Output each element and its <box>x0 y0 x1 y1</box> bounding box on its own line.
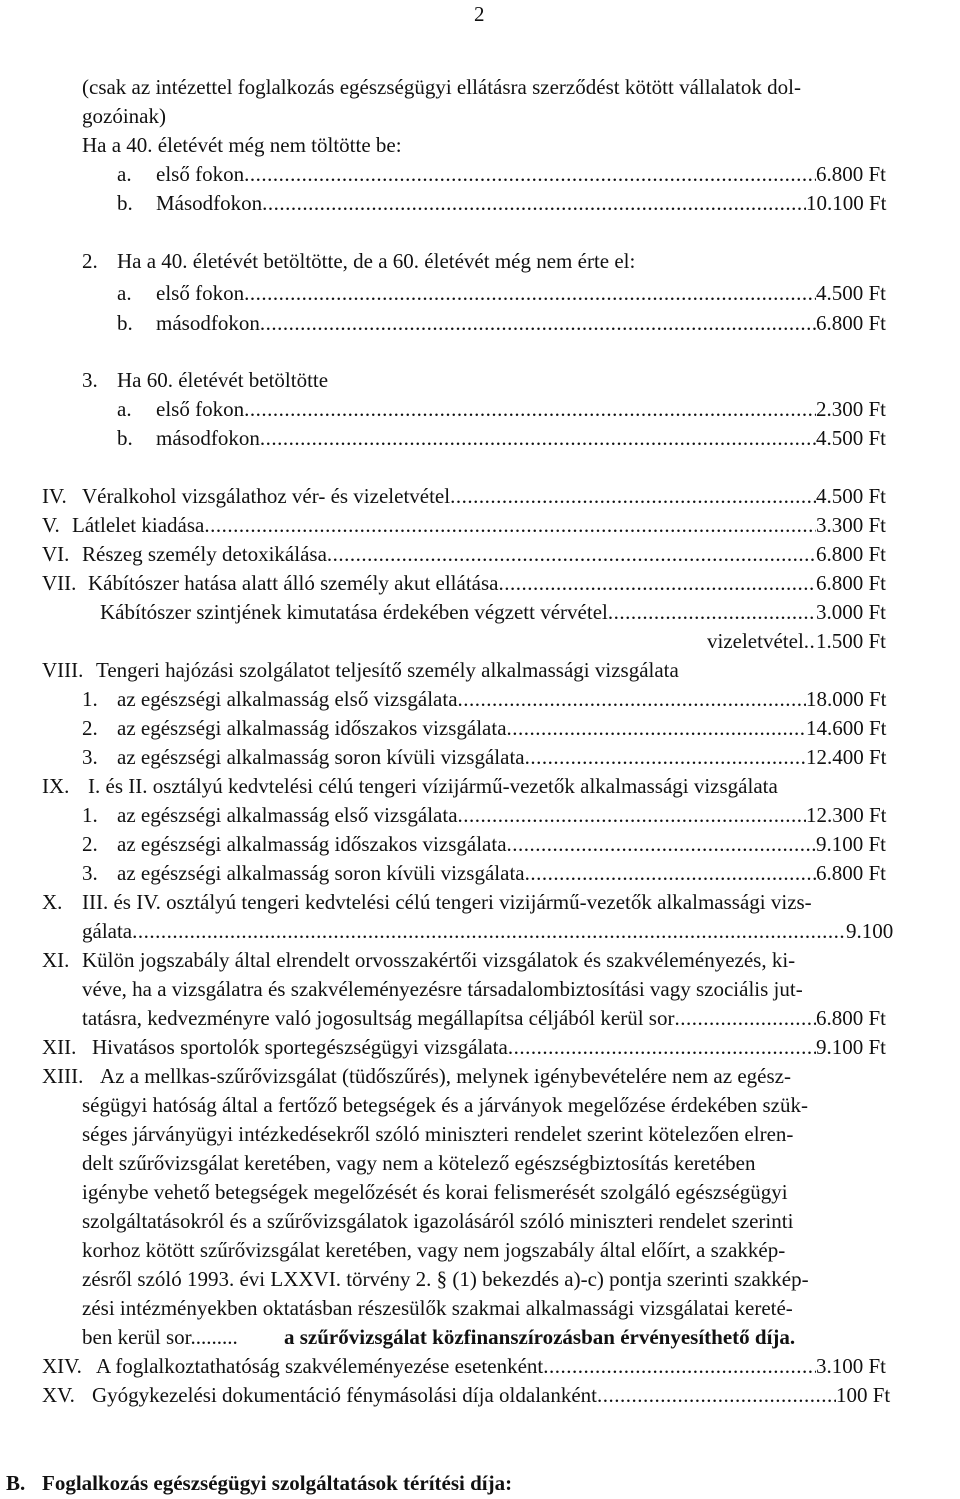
fee-amount: 6.800 Ft <box>816 571 887 595</box>
fee-row <box>0 626 960 656</box>
fee-label: az egészségi alkalmasság időszakos vizsgálata <box>117 832 507 856</box>
intro-line: Ha a 40. életévét még nem töltötte be: <box>82 133 402 157</box>
section-heading: X. III. és IV. osztályú tengeri kedvtelési célú tengeri vizijármű-vezetők alkalmassági vizs- <box>42 890 812 914</box>
fee-label: Kábítószer szintjének kimutatása érdekében végzett vérvétel <box>100 600 608 624</box>
fee-amount: 9.100 <box>846 919 894 943</box>
fee-label: első fokon <box>156 162 245 186</box>
fee-row: 2. az egészségi alkalmasság időszakos vizsgálata ..... 9.100 Ft <box>0 829 960 859</box>
fee-label: Hivatásos sportolók sportegészségügyi vizsgálata <box>92 1035 508 1059</box>
fee-row: a. első fokon ..... 6.800 Ft <box>0 159 960 189</box>
fee-label: Másodfokon <box>156 191 263 215</box>
fee-amount: 6.800 Ft <box>816 861 887 885</box>
fee-label: az egészségi alkalmasság soron kívüli vizsgálata <box>117 745 525 769</box>
section-b-heading: B. Foglalkozás egészségügyi szolgáltatások térítési díja: <box>6 1471 513 1495</box>
section-text: szolgáltatásokról és a szűrővizsgálatok igazolásáról szóló miniszteri rendelet szerinti <box>82 1209 794 1233</box>
bold-note: a szűrővizsgálat közfinanszírozásban érvényesíthető díja. <box>284 1325 796 1349</box>
fee-amount: 3.000 Ft <box>816 600 887 624</box>
fee-row: XIV. A foglalkoztathatóság szakvéleményezése esetenként ..... 3.100 Ft <box>0 1351 960 1381</box>
fee-label: az egészségi alkalmasság időszakos vizsgálata <box>117 716 507 740</box>
fee-label: gálata <box>82 919 133 943</box>
fee-row: V. Látlelet kiadása ..... 3.300 Ft <box>0 510 960 540</box>
intro-line: gozóinak) <box>82 104 166 128</box>
section-text: XI. Külön jogszabály által elrendelt orvosszakértői vizsgálatok és szakvéleményezés, ki- <box>42 948 796 972</box>
fee-row: VI. Részeg személy detoxikálása ..... 6.800 Ft <box>0 539 960 569</box>
fee-amount: 6.800 Ft <box>816 542 887 566</box>
fee-amount: 6.800 Ft <box>816 311 887 335</box>
fee-amount: 18.000 Ft <box>806 687 887 711</box>
fee-row: VII. Kábítószer hatása alatt álló személy akut ellátása ..... 6.800 Ft <box>0 568 960 598</box>
fee-label: Gyógykezelési dokumentáció fénymásolási díja oldalanként <box>92 1383 598 1407</box>
section-text: ben kerül sor......... a szűrővizsgálat közfinanszírozásban érvényesíthető díja. <box>0 1322 960 1352</box>
section-text: véve, ha a vizsgálatra és szakvéleményezésre társadalombiztosítási vagy szociális jut- <box>82 977 803 1001</box>
fee-label: az egészségi alkalmasság első vizsgálata <box>117 803 458 827</box>
fee-amount: 4.500 Ft <box>816 281 887 305</box>
section-heading: IX. I. és II. osztályú kedvtelési célú tengeri vízijármű-vezetők alkalmassági vizsgálata <box>42 774 778 798</box>
fee-label: az egészségi alkalmasság első vizsgálata <box>117 687 458 711</box>
fee-row <box>0 597 960 627</box>
fee-row: 3. az egészségi alkalmasság soron kívüli vizsgálata ..... 12.400 Ft <box>0 742 960 772</box>
fee-amount: 3.100 Ft <box>816 1354 887 1378</box>
fee-row: a. első fokon ..... 4.500 Ft <box>0 278 960 308</box>
fee-label: az egészségi alkalmasság soron kívüli vizsgálata <box>117 861 525 885</box>
fee-amount: 9.100 Ft <box>816 832 887 856</box>
section-text: igénybe vehető betegségek megelőzését és korai felismerését szolgáló egészségügyi <box>82 1180 788 1204</box>
fee-row: b. másodfokon ..... 6.800 Ft <box>0 308 960 338</box>
fee-label: Véralkohol vizsgálathoz vér- és vizeletvétel <box>82 484 451 508</box>
fee-label: első fokon <box>156 397 245 421</box>
fee-row: 1. az egészségi alkalmasság első vizsgálata ..... 18.000 Ft <box>0 684 960 714</box>
fee-row: XV. Gyógykezelési dokumentáció fénymásolási díja oldalanként ..... 100 Ft <box>0 1380 960 1410</box>
page-number: 2 <box>474 2 485 26</box>
fee-label: vizeletvétel <box>707 629 804 653</box>
fee-amount: 6.800 Ft <box>816 162 887 186</box>
fee-amount: 2.300 Ft <box>816 397 887 421</box>
fee-amount: 9.100 Ft <box>816 1035 887 1059</box>
fee-row: b. másodfokon ..... 4.500 Ft <box>0 423 960 453</box>
section-text: ségügyi hatóság által a fertőző betegségek és a járványok megelőzése érdekében szük- <box>82 1093 808 1117</box>
section-text: XIII. Az a mellkas-szűrővizsgálat (tüdőszűrés), melynek igénybevételére nem az egész- <box>42 1064 791 1088</box>
fee-amount: 10.100 Ft <box>806 191 887 215</box>
fee-amount: 3.300 Ft <box>816 513 887 537</box>
fee-label: Látlelet kiadása <box>72 513 205 537</box>
section-text: zésről szóló 1993. évi LXXVI. törvény 2. § (1) bekezdés a)-c) pontja szerinti szakkép- <box>82 1267 809 1291</box>
fee-label: A foglalkoztathatóság szakvéleményezése esetenként <box>96 1354 544 1378</box>
section-text: delt szűrővizsgálat keretében, vagy nem a kötelező egészségbiztosítás keretében <box>82 1151 756 1175</box>
group-heading: 3. Ha 60. életévét betöltötte <box>82 368 329 392</box>
fee-label: másodfokon <box>156 426 260 450</box>
fee-amount: 100 Ft <box>836 1383 891 1407</box>
fee-row <box>0 1003 960 1033</box>
fee-amount: 4.500 Ft <box>816 484 887 508</box>
fee-row <box>0 916 960 946</box>
fee-row: XII. Hivatásos sportolók sportegészségügyi vizsgálata ..... 9.100 Ft <box>0 1032 960 1062</box>
fee-amount: 4.500 Ft <box>816 426 887 450</box>
fee-amount: 14.600 Ft <box>806 716 887 740</box>
section-heading: VIII. Tengeri hajózási szolgálatot teljesítő személy alkalmassági vizsgálata <box>42 658 679 682</box>
group-heading: 2. Ha a 40. életévét betöltötte, de a 60. életévét még nem érte el: <box>82 249 636 273</box>
fee-label: tatásra, kedvezményre való jogosultság megállapítsa céljából kerül sor <box>82 1006 675 1030</box>
fee-amount: 12.300 Ft <box>806 803 887 827</box>
fee-label: másodfokon <box>156 311 260 335</box>
fee-row: a. első fokon ..... 2.300 Ft <box>0 394 960 424</box>
fee-label: Kábítószer hatása alatt álló személy akut ellátása <box>88 571 499 595</box>
fee-row: 2. az egészségi alkalmasság időszakos vizsgálata ..... 14.600 Ft <box>0 713 960 743</box>
fee-row: IV. Véralkohol vizsgálathoz vér- és vizeletvétel ..... 4.500 Ft <box>0 481 960 511</box>
section-text: séges járványügyi intézkedésekről szóló miniszteri rendelet szerint kötelezően elren- <box>82 1122 794 1146</box>
fee-amount: 1.500 Ft <box>816 629 887 653</box>
fee-label: Részeg személy detoxikálása <box>82 542 327 566</box>
fee-amount: 12.400 Ft <box>806 745 887 769</box>
intro-line: (csak az intézettel foglalkozás egészségügyi ellátásra szerződést kötött vállalatok dol- <box>82 75 801 99</box>
section-text: korhoz kötött szűrővizsgálat keretében, vagy nem jogszabály által előírt, a szakkép- <box>82 1238 786 1262</box>
fee-row: 1. az egészségi alkalmasság első vizsgálata ..... 12.300 Ft <box>0 800 960 830</box>
fee-row: 3. az egészségi alkalmasság soron kívüli vizsgálata ..... 6.800 Ft <box>0 858 960 888</box>
fee-amount: 6.800 Ft <box>816 1006 887 1030</box>
section-text: zési intézményekben oktatásban részesülők szakmai alkalmassági vizsgálatai kereté- <box>82 1296 793 1320</box>
fee-row: b. Másodfokon ..... 10.100 Ft <box>0 188 960 218</box>
fee-label: első fokon <box>156 281 245 305</box>
